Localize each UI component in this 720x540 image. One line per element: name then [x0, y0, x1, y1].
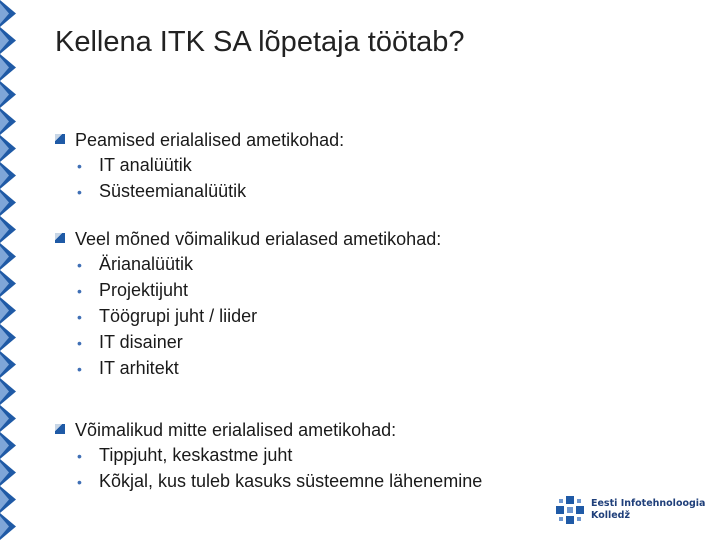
- list-item-label: Kõkjal, kus tuleb kasuks süsteemne lähenemine: [99, 471, 483, 491]
- bullet-icon: •: [77, 361, 82, 377]
- list-item: [75, 469, 695, 495]
- logo-line-2: Kolledž: [591, 510, 631, 521]
- bullet-icon: •: [77, 257, 82, 273]
- bullet-icon: •: [77, 283, 82, 299]
- section-heading: Võimalikud mitte erialalised ametikohad:: [75, 420, 397, 440]
- bullet-icon: •: [77, 184, 82, 200]
- position-list: [55, 252, 695, 382]
- section-main-positions: [55, 128, 695, 205]
- position-list: [55, 443, 695, 495]
- list-item: [75, 443, 695, 469]
- list-item-label: Projektijuht: [99, 280, 189, 300]
- list-item: [75, 356, 695, 382]
- content-sections: [55, 128, 695, 517]
- list-item: [75, 252, 695, 278]
- bullet-icon: •: [77, 448, 82, 464]
- list-item: [75, 304, 695, 330]
- page-title: Kellena ITK SA lõpetaja töötab?: [55, 26, 465, 58]
- list-item-label: Ärianalüütik: [99, 254, 194, 274]
- bullet-icon: •: [77, 474, 82, 490]
- decorative-side-pattern: [0, 0, 18, 540]
- list-item-label: IT analüütik: [99, 155, 192, 175]
- section-marker-icon: [55, 424, 65, 434]
- logo-mark-icon: [556, 496, 584, 524]
- college-logo: [556, 496, 705, 524]
- section-marker-icon: [55, 134, 65, 144]
- list-item: [75, 278, 695, 304]
- section-other-positions: [55, 227, 695, 382]
- logo-wordmark: [591, 498, 705, 522]
- section-non-specialist-positions: [55, 418, 695, 495]
- section-heading: Peamised erialalised ametikohad:: [75, 130, 345, 150]
- position-list: [55, 153, 695, 205]
- list-item: [75, 330, 695, 356]
- bullet-icon: •: [77, 309, 82, 325]
- list-item-label: Töögrupi juht / liider: [99, 306, 258, 326]
- bullet-icon: •: [77, 335, 82, 351]
- section-marker-icon: [55, 233, 65, 243]
- logo-line-1: Eesti Infotehnoloogia: [591, 498, 706, 509]
- section-heading: Veel mõned võimalikud erialased ametikohad:: [75, 229, 442, 249]
- list-item-label: Tippjuht, keskastme juht: [99, 445, 293, 465]
- list-item-label: IT arhitekt: [99, 358, 179, 378]
- list-item-label: IT disainer: [99, 332, 183, 352]
- bullet-icon: •: [77, 158, 82, 174]
- list-item: [75, 179, 695, 205]
- list-item-label: Süsteemianalüütik: [99, 181, 247, 201]
- list-item: [75, 153, 695, 179]
